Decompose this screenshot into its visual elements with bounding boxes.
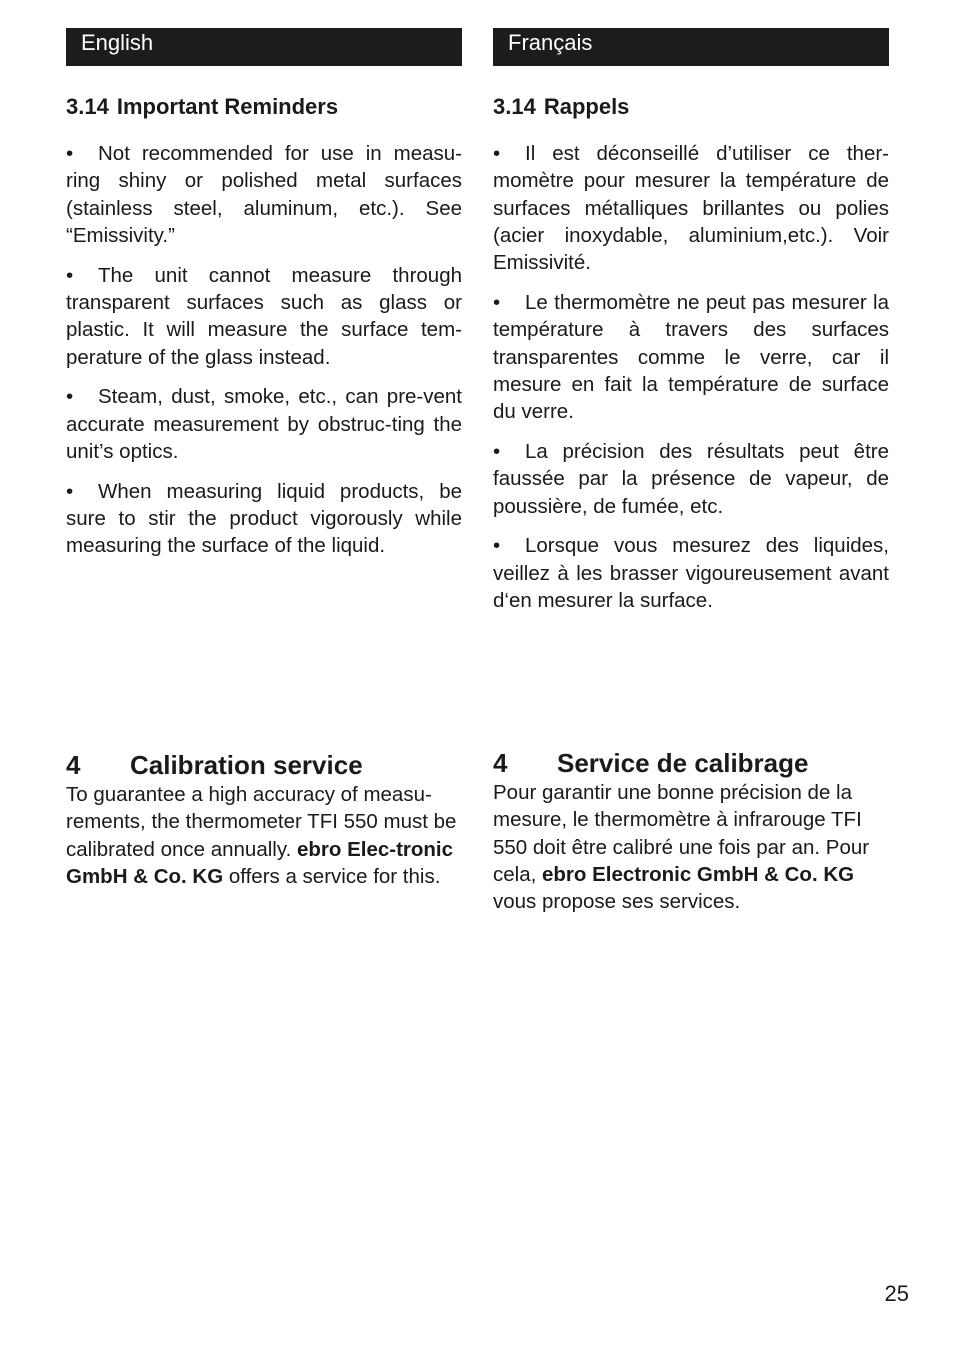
lang-label-french: Français xyxy=(508,30,593,55)
lang-label-english: English xyxy=(81,30,154,55)
heading-number: 4 xyxy=(66,750,81,780)
page-number: 25 xyxy=(884,1281,909,1306)
list-item: • The unit cannot measure through transparent surfaces such as glass or plastic. It will measure the surface tem-perature of the glass instead. xyxy=(66,263,462,369)
list-item: • Il est déconseillé d’utiliser ce ther-momètre pour mesurer la température de surfaces métalliques brillantes ou polies (acier inoxydable, aluminium,etc.). Voir Emissivité. xyxy=(493,142,889,275)
reminders-list-french xyxy=(493,140,889,627)
section-title-text: Important Reminders xyxy=(116,94,339,119)
section-number: 3.14 xyxy=(493,94,536,119)
lang-bar-english xyxy=(66,28,462,66)
lang-bar-french xyxy=(493,28,889,66)
list-item: • La précision des résultats peut être faussée par la présence de vapeur, de poussière, de fumée, etc. xyxy=(493,439,889,518)
list-item: • Le thermomètre ne peut pas mesurer la température à travers des surfaces transparentes comme le verre, car il mesure en fait la température de surface du verre. xyxy=(493,290,889,424)
section-title-french xyxy=(493,92,629,122)
section-number: 3.14 xyxy=(66,94,109,119)
company-name: ebro Elec-tronic GmbH & Co. KG xyxy=(66,837,454,888)
list-item: • Lorsque vous mesurez des liquides, veillez à les brasser vigoureusement avant d‘en mesurer la surface. xyxy=(493,534,889,612)
calibration-heading-french xyxy=(493,747,808,779)
reminders-list-english xyxy=(66,140,462,572)
section-title-text: Rappels xyxy=(543,94,630,119)
list-item: • When measuring liquid products, be sure to stir the product vigorously while measuring the surface of the liquid. xyxy=(66,479,462,558)
calibration-paragraph-english: To guarantee a high accuracy of measu-rements, the thermometer TFI 550 must be calibrated once annually. ebro Elec-tronic GmbH & Co. KG offers a service for this. xyxy=(66,783,457,888)
calibration-heading-english xyxy=(66,749,363,781)
heading-number: 4 xyxy=(493,748,508,778)
section-title-english xyxy=(66,92,338,122)
list-item: • Not recommended for use in measu-ring shiny or polished metal surfaces (stainless steel, aluminum, etc.). See “Emissivity.” xyxy=(66,142,462,247)
heading-title: Calibration service xyxy=(130,750,363,780)
company-name: ebro Electronic GmbH & Co. KG xyxy=(542,862,855,886)
list-item: • Steam, dust, smoke, etc., can pre-vent accurate measurement by obstruc-ting the unit’s optics. xyxy=(66,385,462,463)
heading-title: Service de calibrage xyxy=(557,748,809,778)
calibration-paragraph-french: Pour garantir une bonne précision de la mesure, le thermomètre à infrarouge TFI 550 doit être calibré une fois par an. Pour cela, ebro Electronic GmbH & Co. KG vous propose ses services. xyxy=(493,781,870,914)
